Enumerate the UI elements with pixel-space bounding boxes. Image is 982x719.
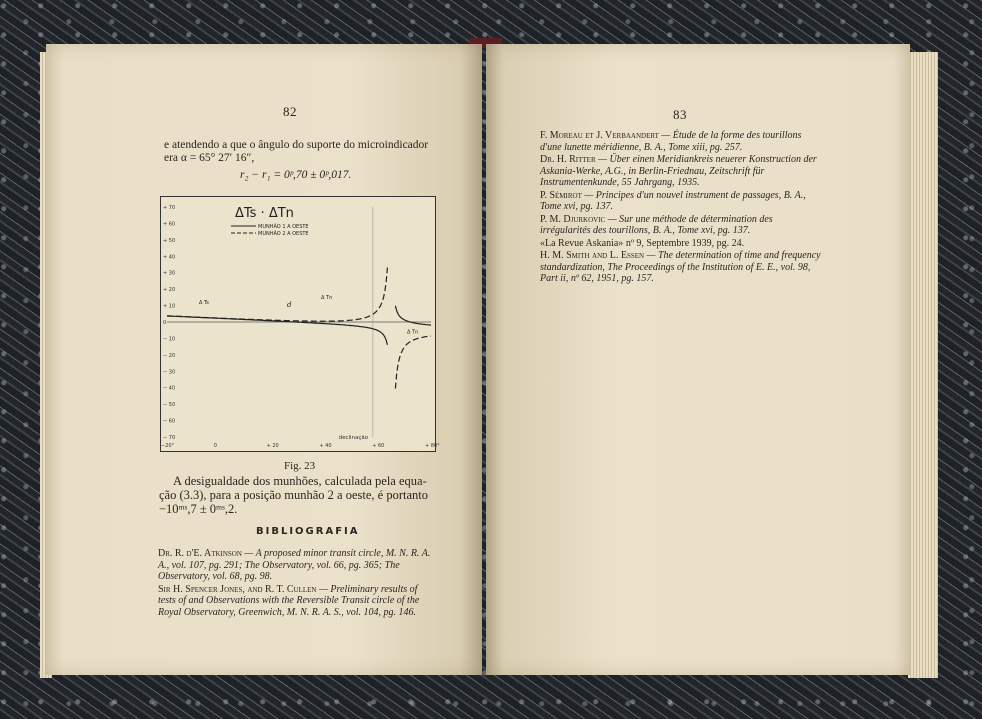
x-tick-label: 0 <box>213 443 217 449</box>
y-tick-label: − 60 <box>163 418 176 425</box>
y-tick-label: + 70 <box>163 205 176 211</box>
legend-2: MUNHÃO 2 A OESTE <box>258 231 309 237</box>
y-tick-label: + 60 <box>163 221 176 228</box>
y-tick-label: + 50 <box>163 237 176 244</box>
label-delta-tn-upper: Δ Tn <box>321 295 333 301</box>
right-references <box>540 130 822 286</box>
figure-chart <box>161 197 440 451</box>
y-tick-label: + 10 <box>163 303 176 310</box>
y-tick-label: − 20 <box>163 352 176 359</box>
legend-1: MUNHÃO 1 A OESTE <box>258 224 309 230</box>
curve-munhao-2 <box>167 268 387 322</box>
reference-item <box>540 238 822 250</box>
y-tick-label: − 40 <box>163 385 176 392</box>
label-delta-ts: Δ Ts <box>199 299 209 306</box>
text-line: ção (3.3), para a posição munhão 2 a oeste, é portanto <box>159 488 428 502</box>
reference-author: H. M. Smith and L. Essen <box>540 250 645 261</box>
left-page-number: 82 <box>283 104 297 119</box>
text-line: e atendendo a que o ângulo do suporte do microindicador <box>164 139 429 151</box>
bibliography-heading: BIBLIOGRAFIA <box>256 526 360 537</box>
reference-author: F. Moreau et J. Verbaandert <box>540 130 659 141</box>
reference-item <box>540 190 822 213</box>
reference-text: — Preliminary results of tests of and Observations with the Reversible Transit circle of the Royal Observatory, Greenwich, M. N. R. A. S., vol. 104, pg. 146. <box>158 583 420 618</box>
reference-text: — Principes d'un nouvel instrument de passages, B. A., Tome xvi, pg. 137. <box>540 189 806 212</box>
reference-text: — The determination of time and frequency standardization, The Proceedings of the Institution of E. E., vol. 98, Part ii, nº 62, 1951, pg. 157. <box>540 250 821 284</box>
y-tick-label: − 10 <box>163 336 176 343</box>
y-tick-label: − 50 <box>163 402 176 409</box>
text-line: A desigualdade dos munhões, calculada pela equa- <box>173 474 427 488</box>
x-tick-label: −20° <box>161 443 175 449</box>
x-tick-label: + 80° <box>425 443 440 449</box>
reference-text: — Über einen Meridiankreis neuerer Konstruction der Askania-Werke, A.G., in Berlin-Friednau, Zeitschrift für Instrumentenkunde, 55 Jahrgang, 1935. <box>540 154 817 188</box>
reference-author: Dr. R. d'E. Atkinson <box>158 548 242 559</box>
figure-caption: Fig. 23 <box>284 460 316 472</box>
y-tick-label: 0 <box>163 320 167 326</box>
reference-author: P. Sémirot <box>540 189 582 201</box>
text-line: −10ᵐˢ,7 ± 0ᵐˢ,2. <box>159 502 238 516</box>
reference-author: Dr. H. Ritter <box>540 154 596 165</box>
text-line: era α = 65° 27′ 16″, <box>164 152 255 164</box>
x-axis-label: declinação <box>338 435 369 441</box>
reference-author: Sir H. Spencer Jones, and R. T. Cullen <box>158 583 317 595</box>
y-tick-label: + 30 <box>163 270 176 277</box>
label-delta-tn-lower: Δ Tn <box>407 329 419 336</box>
reference-text: — Sur une méthode de détermination des irrégularités des tourillons, B. A., Tome xvi, pg. 137. <box>540 213 773 236</box>
right-page-number: 83 <box>673 107 687 122</box>
y-tick-label: + 40 <box>163 254 176 261</box>
reference-item <box>540 214 822 237</box>
reference-item <box>540 154 822 189</box>
reference-item <box>540 250 822 285</box>
x-tick-label: + 40 <box>319 443 332 449</box>
y-tick-label: − 70 <box>163 435 176 441</box>
formula: r₂ − r₁ = 0ᵖ,70 ± 0ᵖ,017. <box>240 169 352 181</box>
y-tick-label: − 30 <box>163 369 176 376</box>
reference-text: nº 9, Septembre 1939, pg. 24. <box>623 237 745 249</box>
left-references <box>158 548 434 619</box>
reference-author: P. M. Djurkovic <box>540 213 606 225</box>
reference-author: «La Revue Askania» <box>540 237 624 249</box>
left-paragraph-2 <box>159 474 443 516</box>
figure-title: ΔTs · ΔTn <box>235 206 294 221</box>
label-d: d <box>287 301 292 310</box>
reference-text: — Étude de la forme des tourillons d'une lunette méridienne, B. A., Tome xiii, pg. 257. <box>540 130 802 153</box>
x-tick-label: + 20 <box>266 443 279 449</box>
y-tick-label: + 20 <box>163 287 176 294</box>
reference-item <box>158 584 434 619</box>
reference-item <box>540 130 822 153</box>
left-paragraph-1 <box>164 139 428 165</box>
x-tick-label: + 60 <box>372 443 385 449</box>
reference-text: — A proposed minor transit circle, M. N. R. A. A., vol. 107, pg. 291; The Observatory, vol. 66, pg. 365; The Observatory, vol. 68, pg. 98. <box>158 548 431 582</box>
curve-munhao-2 <box>395 336 431 388</box>
figure-23 <box>160 196 440 452</box>
reference-item <box>158 548 434 583</box>
right-page-edges <box>908 52 938 678</box>
